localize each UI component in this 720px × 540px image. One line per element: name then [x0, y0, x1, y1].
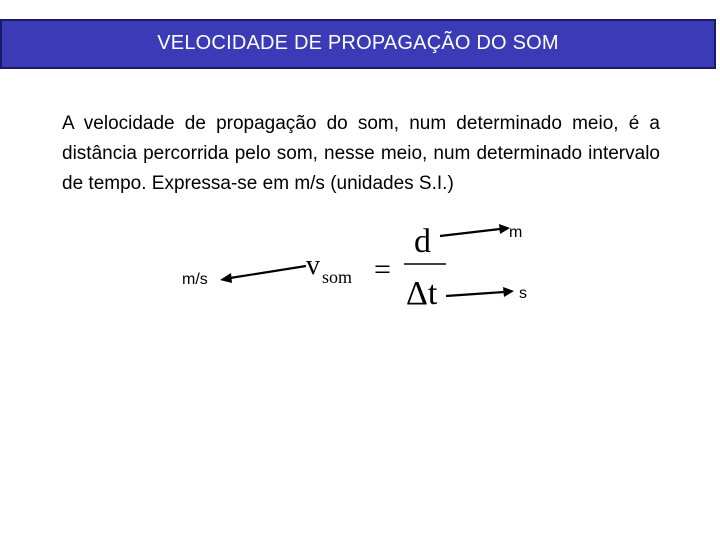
slide-title: VELOCIDADE DE PROPAGAÇÃO DO SOM	[157, 32, 559, 54]
arrow-time-head	[503, 287, 514, 297]
formula-equals: =	[374, 253, 391, 286]
formula-variable: v	[306, 250, 320, 281]
unit-time-label: s	[519, 285, 527, 302]
unit-velocity-label: m/s	[182, 271, 208, 288]
definition-paragraph: A velocidade de propagação do som, num determinado meio, é a distância percorrida pelo som, nesse meio, num determinado intervalo de tempo. Expressa-se em m/s (unidades S.I.)	[62, 113, 660, 194]
arrow-velocity-head	[220, 273, 232, 283]
formula-numerator: d	[414, 223, 431, 260]
arrow-time-line	[446, 292, 504, 296]
formula-subscript: som	[322, 267, 353, 287]
arrow-velocity-line	[230, 266, 306, 278]
arrow-distance-line	[440, 229, 500, 236]
unit-distance-label: m	[509, 224, 523, 241]
formula-denominator: Δt	[406, 275, 438, 312]
